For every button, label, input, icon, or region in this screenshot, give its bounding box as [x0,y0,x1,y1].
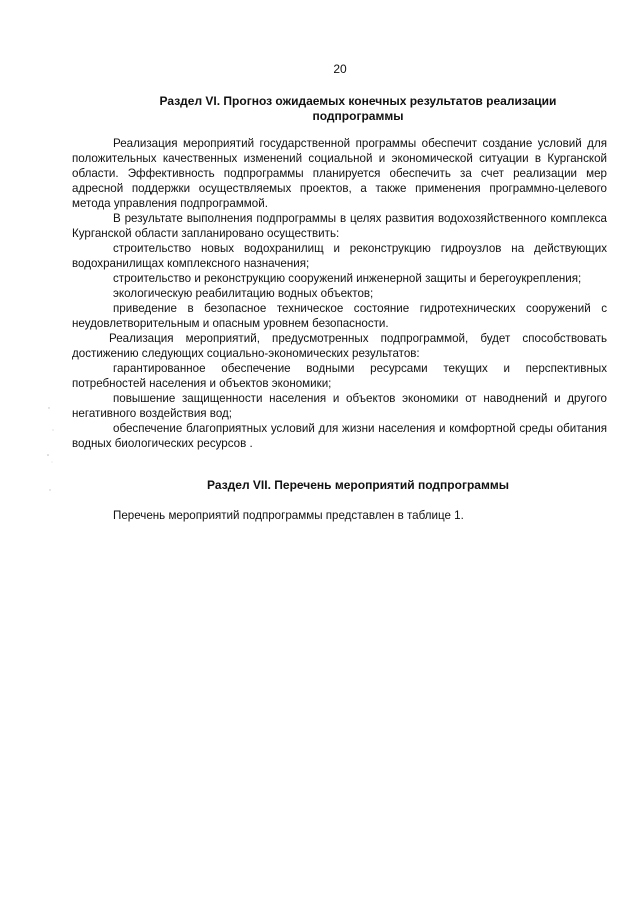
list-item-hydro-safety: приведение в безопасное техническое состояние гидротехнических сооружений с неудовлетворительным и опасным уровнем безопасности. [72,302,607,330]
section-7-heading: Раздел VII. Перечень мероприятий подпрограммы [207,478,509,492]
list-item-living-conditions: обеспечение благоприятных условий для жизни населения и комфортной среды обитания водных биологических ресурсов . [72,422,607,450]
section-6-body [72,136,607,451]
list-item-reservoirs: строительство новых водохранилищ и реконструкцию гидроузлов на действующих водохранилищах комплексного назначения; [72,242,607,270]
list-item-water-supply: гарантированное обеспечение водными ресурсами текущих и перспективных потребностей населения и объектов экономики; [72,362,607,390]
list-item-rehabilitation: экологическую реабилитацию водных объектов; [113,287,374,300]
paragraph-planned-actions: В результате выполнения подпрограммы в целях развития водохозяйственного комплекса Курганской области запланировано осуществить: [72,212,607,240]
scan-specks [44,400,64,500]
section-6-heading: Раздел VI. Прогноз ожидаемых конечных результатов реализации подпрограммы [159,94,557,123]
table-reference-text: Перечень мероприятий подпрограммы представлен в таблице 1. [113,509,464,522]
paragraph-program-effect: Реализация мероприятий государственной программы обеспечит создание условий для положительных качественных изменений социальной и экономической ситуации в Курганской области. Эффективность подпрограммы планируется обеспечить за счет реализации мер адресной поддержки осуществляемых проектов, а также применения программно-целевого метода управления подпрограммой. [72,137,607,210]
list-item-flood-protection: повышение защищенности населения и объектов экономики от наводнений и другого негативного воздействия вод; [72,392,607,420]
page-number: 20 [333,62,347,76]
paragraph-expected-results: Реализация мероприятий, предусмотренных подпрограммой, будет способствовать достижению следующих социально-экономических результатов: [72,332,607,360]
list-item-protection-structures: строительство и реконструкцию сооружений инженерной защиты и берегоукрепления; [113,272,582,285]
